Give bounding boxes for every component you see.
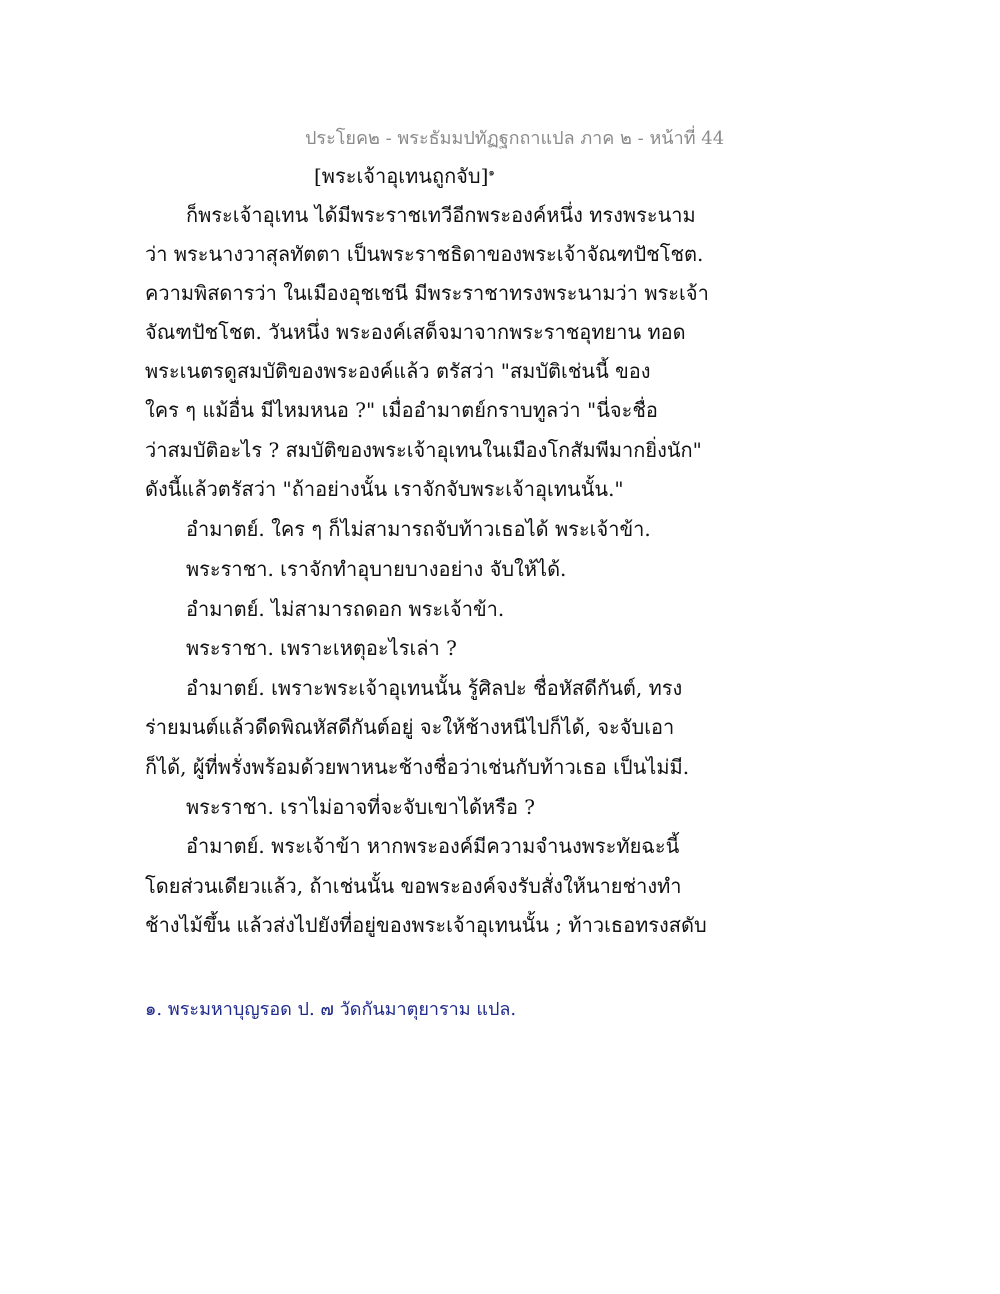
body-line: พระเนตรดูสมบัติของพระองค์แล้ว ตรัสว่า "สมบัติเช่นนี้ ของ bbox=[145, 359, 651, 383]
dialogue-line: พระราชา. เราไม่อาจที่จะจับเขาได้หรือ ? bbox=[186, 795, 536, 819]
body-line: ว่า พระนางวาสุลทัตตา เป็นพระราชธิดาของพระเจ้าจัณฑปัชโชต. bbox=[145, 242, 704, 266]
body-line: ก็ได้, ผู้ที่พรั่งพร้อมด้วยพาหนะช้างชื่อว่าเช่นกับท้าวเธอ เป็นไม่มี. bbox=[145, 755, 690, 779]
body-line: ความพิสดารว่า ในเมืองอุชเชนี มีพระราชาทรงพระนามว่า พระเจ้า bbox=[145, 281, 709, 305]
body-line: ก็พระเจ้าอุเทน ได้มีพระราชเทวีอีกพระองค์หนึ่ง ทรงพระนาม bbox=[186, 203, 696, 227]
page-header: ประโยค๒ - พระธัมมปทัฏฐกถาแปล ภาค ๒ - หน้าที่ 44 bbox=[305, 128, 725, 149]
body-line: ช้างไม้ขึ้น แล้วส่งไปยังที่อยู่ของพระเจ้าอุเทนนั้น ; ท้าวเธอทรงสดับ bbox=[145, 913, 707, 937]
body-line: ดังนี้แล้วตรัสว่า "ถ้าอย่างนั้น เราจักจับพระเจ้าอุเทนนั้น." bbox=[145, 477, 624, 501]
dialogue-line: อำมาตย์. ไม่สามารถดอก พระเจ้าข้า. bbox=[186, 597, 505, 621]
footnote-marker: ๑ bbox=[488, 167, 495, 179]
footnote: ๑. พระมหาบุญรอด ป. ๗ วัดกันมาตุยาราม แปล. bbox=[145, 999, 517, 1020]
dialogue-line: พระราชา. เราจักทำอุบายบางอย่าง จับให้ได้. bbox=[186, 557, 567, 581]
dialogue-line: อำมาตย์. พระเจ้าข้า หากพระองค์มีความจำนงพระทัยฉะนี้ bbox=[186, 834, 680, 858]
dialogue-line: อำมาตย์. เพราะพระเจ้าอุเทนนั้น รู้ศิลปะ ชื่อหัสดีกันต์, ทรง bbox=[186, 676, 683, 700]
section-title bbox=[314, 160, 495, 192]
body-line: จัณฑปัชโชต. วันหนึ่ง พระองค์เสด็จมาจากพระราชอุทยาน ทอด bbox=[145, 320, 686, 344]
dialogue-line: พระราชา. เพราะเหตุอะไรเล่า ? bbox=[186, 636, 457, 660]
body-line: ใคร ๆ แม้อื่น มีไหมหนอ ?" เมื่ออำมาตย์กราบทูลว่า "นี่จะชื่อ bbox=[145, 398, 658, 422]
section-title-text: [พระเจ้าอุเทนถูกจับ] bbox=[314, 164, 489, 188]
dialogue-line: อำมาตย์. ใคร ๆ ก็ไม่สามารถจับท้าวเธอได้ พระเจ้าข้า. bbox=[186, 517, 651, 541]
body-line: โดยส่วนเดียวแล้ว, ถ้าเช่นนั้น ขอพระองค์จงรับสั่งให้นายช่างทำ bbox=[145, 874, 682, 898]
body-line: ร่ายมนต์แล้วดีดพิณหัสดีกันต์อยู่ จะให้ช้างหนีไปก็ได้, จะจับเอา bbox=[145, 715, 675, 739]
body-line: ว่าสมบัติอะไร ? สมบัติของพระเจ้าอุเทนในเมืองโกสัมพีมากยิ่งนัก" bbox=[145, 438, 702, 462]
